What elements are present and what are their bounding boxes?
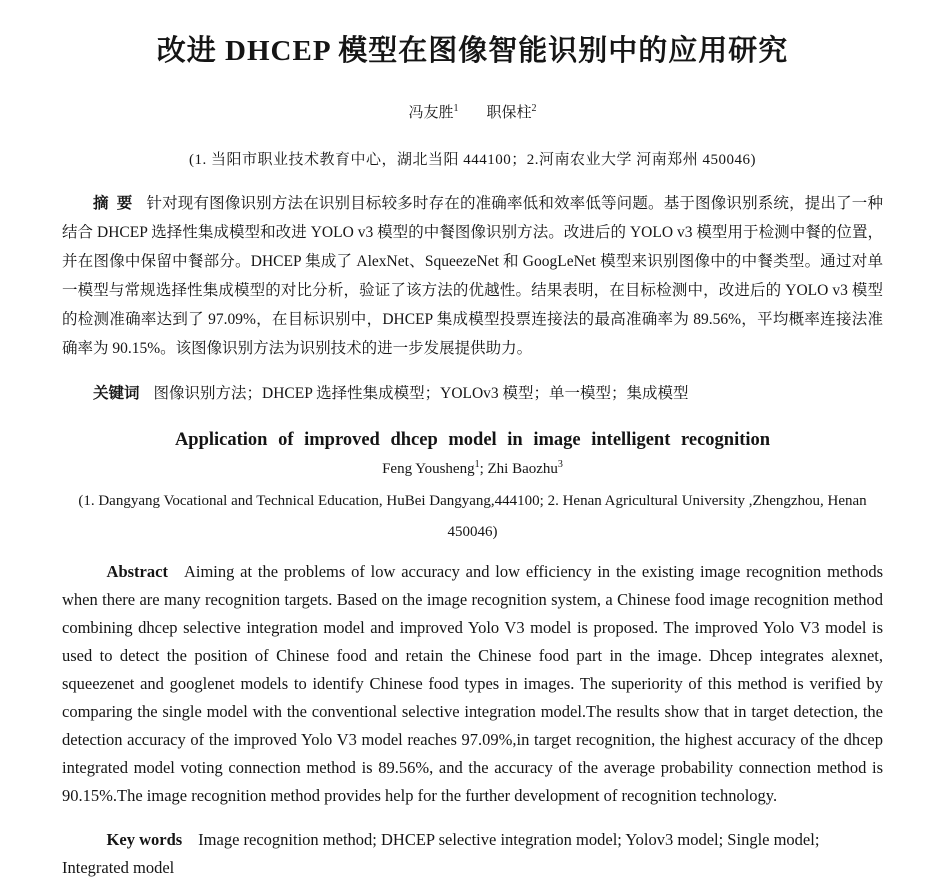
author-en-1-superscript: 1 bbox=[474, 458, 480, 470]
affiliation-en: (1. Dangyang Vocational and Technical Education, HuBei Dangyang,444100; 2. Henan Agricultural University ,Zhengzhou, Henan 450046) bbox=[78, 492, 867, 540]
author-en-2-superscript: 3 bbox=[557, 458, 563, 470]
abstract-zh-text: 针对现有图像识别方法在识别目标较多时存在的准确率低和效率低等问题。基于图像识别系统，提出了一种结合 DHCEP 选择性集成模型和改进 YOLO v3 模型的中餐图像识别方法。改进后的 YOLO v3 模型用于检测中餐的位置，并在图像中保留中餐部分。DHCEP 集成了 AlexNet、SqueezeNet 和 GoogLeNet 模型来识别图像中的中餐类型。通过对单一模型与常规选择性集成模型的对比分析，验证了该方法的优越性。结果表明，在目标检测中，改进后的 YOLO v3 模型的检测准确率达到了 97.09%，在目标识别中，DHCEP 集成模型投票连接法的最高准确率为 89.56%，平均概率连接法准确率为 90.15%。该图像识别方法为识别技术的进一步发展提供助力。 bbox=[62, 195, 883, 357]
author-zh-1-name: 冯友胜 bbox=[408, 105, 454, 121]
keywords-zh-text: 图像识别方法；DHCEP 选择性集成模型；YOLOv3 模型；单一模型；集成模型 bbox=[153, 384, 689, 402]
affiliation-zh: (1. 当阳市职业技术教育中心，湖北当阳 444100；2.河南农业大学 河南郑州 450046) bbox=[189, 152, 756, 168]
abstract-zh-label: 摘 要 bbox=[93, 195, 133, 212]
keywords-en bbox=[62, 826, 883, 882]
author-en-1-name: Feng Yousheng bbox=[382, 460, 475, 477]
author-zh-2 bbox=[487, 105, 537, 121]
abstract-en-text: Aiming at the problems of low accuracy and low efficiency in the existing image recognition methods when there are many recognition targets. Based on the image recognition system, a Chinese food image recognition method combining dhcep selective integration model and improved Yolo V3 model is proposed. The improved Yolo V3 model is used to detect the position of Chinese food and retain the Chinese food part in the image. Dhcep integrates alexnet, squeezenet and googlenet models to identify Chinese food types in images. The superiority of this method is verified by comparing the single model with the conventional selective integration model.The results show that in target detection, the detection accuracy of the improved Yolo V3 model reaches 97.09%,in target recognition, the highest accuracy of the dhcep integrated model voting connection method is 89.56%, and the accuracy of the average probability connection method is 90.15%.The image recognition method provides help for the further development of recognition technology. bbox=[62, 561, 883, 805]
author-separator: ; bbox=[479, 460, 488, 477]
keywords-zh bbox=[62, 379, 883, 408]
abstract-en-label: Abstract bbox=[106, 561, 168, 581]
author-zh-2-name: 职保柱 bbox=[486, 105, 532, 121]
abstract-zh bbox=[62, 189, 883, 363]
keywords-zh-label: 关键词 bbox=[93, 384, 140, 402]
abstract-en bbox=[62, 558, 883, 810]
author-en-1 bbox=[382, 458, 480, 477]
authors-en bbox=[62, 458, 883, 478]
keywords-en-text: Image recognition method; DHCEP selective integration model; Yolov3 model; Single model; Integrated model bbox=[62, 830, 820, 877]
paper-title-zh: 改进 DHCEP 模型在图像智能识别中的应用研究 bbox=[156, 35, 789, 67]
keywords-en-label: Key words bbox=[106, 830, 183, 849]
authors-zh bbox=[62, 101, 883, 122]
author-en-2-name: Zhi Baozhu bbox=[487, 460, 558, 477]
author-en-2 bbox=[487, 458, 563, 477]
author-zh-2-superscript: 2 bbox=[531, 103, 537, 114]
author-zh-1-superscript: 1 bbox=[453, 103, 459, 114]
author-zh-1 bbox=[408, 105, 458, 121]
paper-title-en: Application of improved dhcep model in image intelligent recognition bbox=[174, 429, 771, 450]
